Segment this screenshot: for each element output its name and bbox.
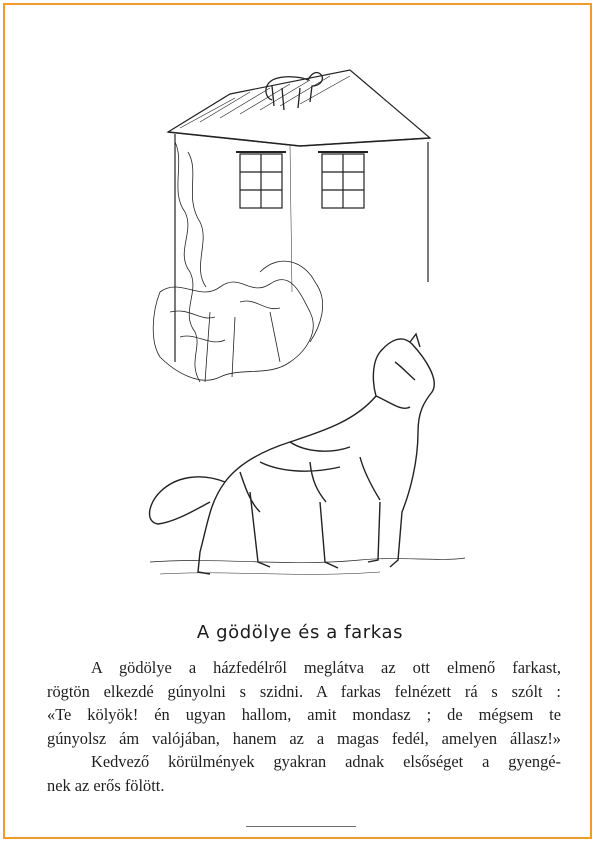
text-line: Kedvező körülmények gyakran adnak elsőséget a gyengé- (91, 752, 561, 771)
wolf-figure (150, 334, 435, 574)
house-window-right (318, 152, 368, 208)
house-window-left (236, 152, 286, 208)
ivy-and-bushes (153, 142, 322, 382)
fable-title: A gödölye és a farkas (196, 622, 404, 643)
text-line: A gödölye a házfedélről meglátva az ott elmenő farkast, (91, 658, 561, 677)
text-line: nek az erős fölött. (47, 775, 165, 795)
house-roof (168, 70, 430, 146)
text-line: gúnyolsz ám valójában, hanem az a magas fedél, amelyen állasz!» (47, 728, 561, 748)
fable-text (47, 656, 561, 797)
engraving-drawing (140, 62, 470, 602)
illustration-goat-and-wolf (140, 62, 470, 602)
ground-line (150, 558, 465, 563)
house-walls (175, 134, 428, 362)
text-line: rögtön elkezdé gúnyolni s szidni. A farkas felnézett rá s szólt : (47, 681, 561, 701)
text-line: «Te kölyök! én ugyan hallom, amit mondasz ; de mégsem te (47, 705, 561, 724)
goat-on-roof (266, 73, 322, 110)
closing-rule (246, 826, 356, 827)
